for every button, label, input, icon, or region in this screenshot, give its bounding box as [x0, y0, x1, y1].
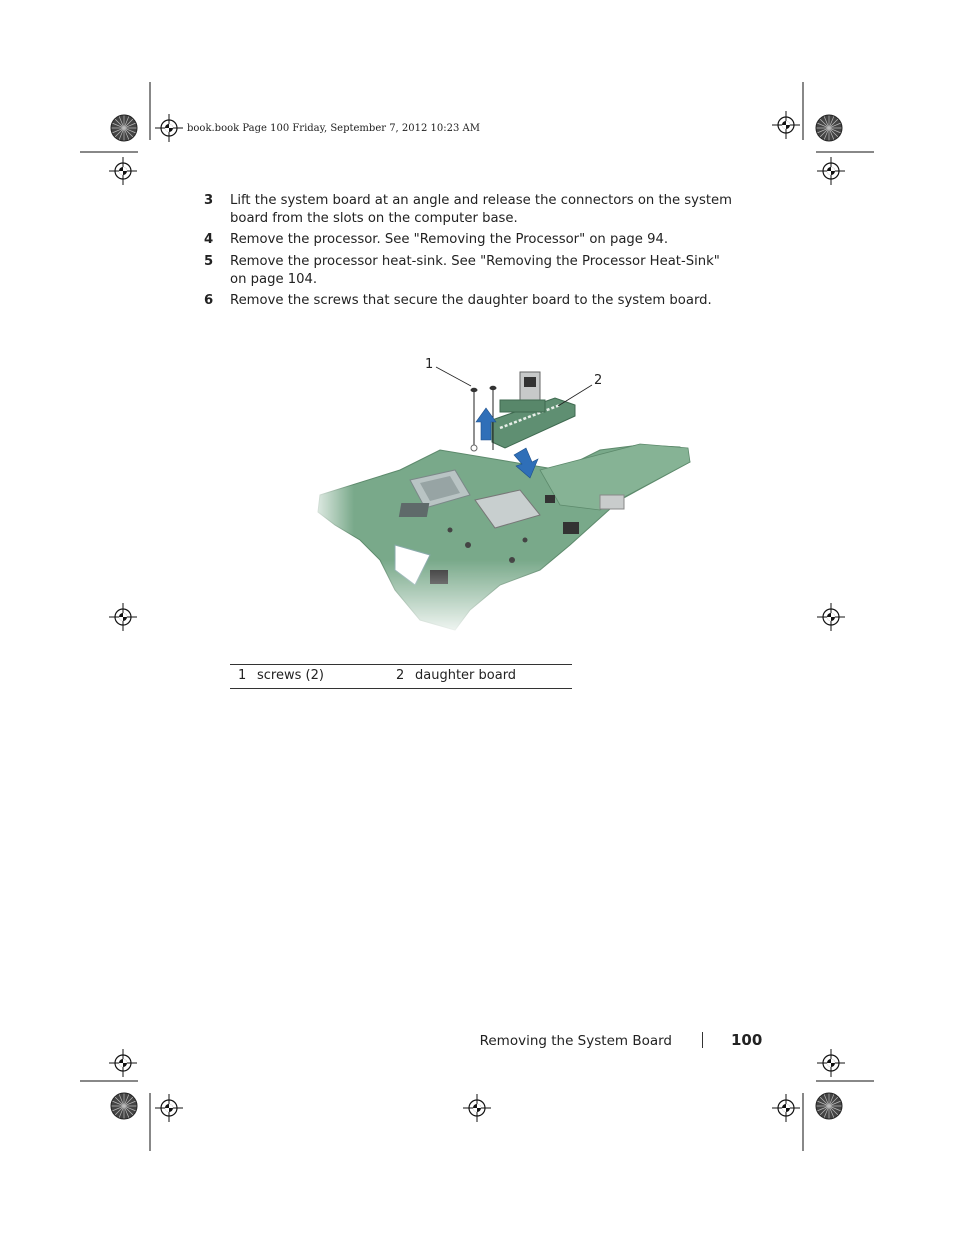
callout-1: 1 [425, 357, 434, 372]
print-header: book.book Page 100 Friday, September 7, 2012 10:23 AM [187, 123, 480, 134]
step-text: Remove the processor heat-sink. See "Removing the Processor Heat-Sink" on page 104. [230, 254, 720, 287]
step-number: 4 [204, 232, 214, 247]
figure-legend [230, 664, 572, 689]
step-number: 6 [204, 293, 214, 308]
footer-separator [702, 1032, 703, 1048]
footer-section-title: Removing the System Board [479, 1033, 672, 1049]
step-text: Remove the screws that secure the daughter board to the system board. [230, 293, 712, 308]
legend-label: screws (2) [257, 668, 324, 683]
page-number: 100 [731, 1031, 763, 1049]
step-text: Remove the processor. See "Removing the Processor" on page 94. [230, 232, 669, 247]
legend-label: daughter board [415, 668, 517, 683]
legend-number: 2 [396, 668, 405, 683]
legend-number: 1 [238, 668, 247, 683]
step-text: Lift the system board at an angle and release the connectors on the system board from the slots on the computer base. [230, 193, 732, 226]
step-number: 3 [204, 193, 214, 208]
callout-2: 2 [594, 373, 603, 388]
step-number: 5 [204, 254, 214, 269]
